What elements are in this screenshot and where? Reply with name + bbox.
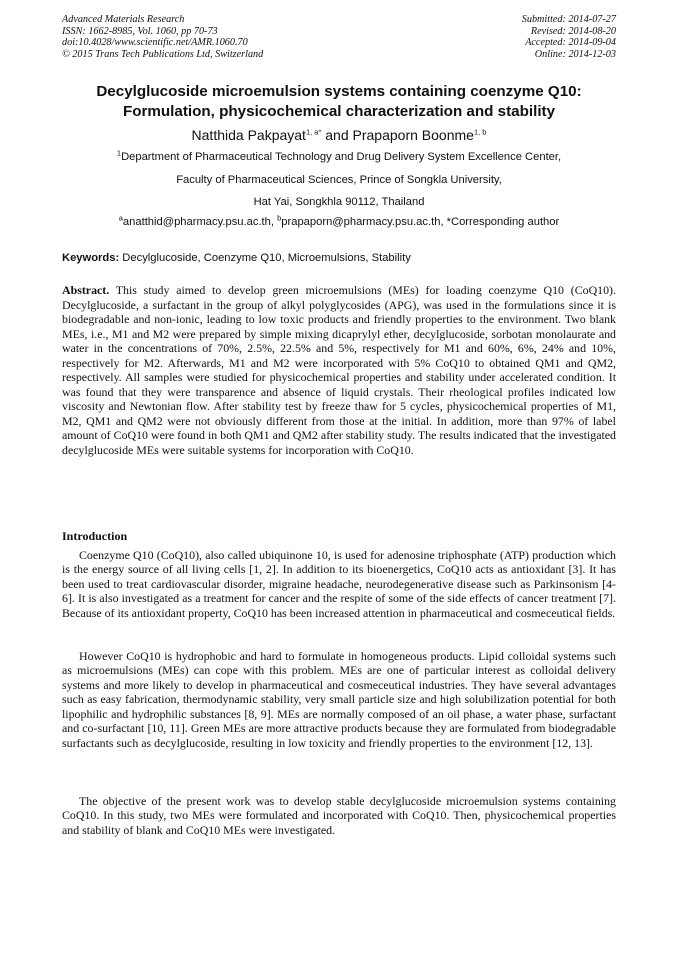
date-accepted: Accepted: 2014-09-04 (525, 37, 616, 49)
intro-paragraph-3: The objective of the present work was to develop stable decylglucoside microemulsion systems containing CoQ10. In this study, two MEs were formulated and incorporated with CoQ10. Then, physicochemical properties and stability of blank and CoQ10 MEs were investigated. (62, 794, 616, 837)
author-list (40, 126, 638, 144)
introduction-heading: Introduction (62, 529, 128, 543)
intro-paragraph-1: Coenzyme Q10 (CoQ10), also called ubiquinone 10, is used for adenosine triphosphate (ATP) production which is the energy source of all living cells [1, 2]. In addition to its bioenergetics, CoQ10 acts as antioxidant [3]. It has been used to treat cardiovascular disorder, migraine headache, neurodegenerative disease such as Parkinsonism [4-6]. It is also investigated as a treatment for cancer and the respite of some of the side effects of cancer treatment [7]. Because of its antioxidant property, CoQ10 has been increased attention in pharmaceutical and cosmeceutical fields. (62, 548, 616, 620)
date-online: Online: 2014-12-03 (534, 48, 616, 60)
email-a: anatthid@pharmacy.psu.ac.th, (122, 216, 278, 228)
journal-info (62, 14, 263, 60)
keywords (62, 251, 411, 265)
author-1: Natthida Pakpayat (191, 127, 306, 143)
author-2-marker: 1, b (473, 127, 487, 137)
affiliation-line-2: Faculty of Pharmaceutical Sciences, Prince of Songkla University, (176, 174, 502, 186)
submission-dates (522, 14, 616, 60)
abstract-label: Abstract. (62, 283, 110, 297)
date-submitted: Submitted: 2014-07-27 (521, 14, 616, 25)
paper-title (40, 82, 638, 122)
title-line-2: Formulation, physicochemical characterization and stability (122, 103, 556, 120)
journal-doi: doi:10.4028/www.scientific.net/AMR.1060.70 (62, 37, 248, 49)
affiliation-marker: 1 (116, 148, 122, 158)
email-b: prapaporn@pharmacy.psu.ac.th, *Corresponding author (281, 216, 560, 228)
affiliation-line-3: Hat Yai, Songkhla 90112, Thailand (253, 196, 425, 208)
author-1-marker: 1, a* (305, 127, 322, 137)
keywords-label: Keywords: (62, 252, 120, 264)
affiliation-department: Department of Pharmaceutical Technology and Drug Delivery System Excellence Center, (121, 151, 562, 163)
keywords-text: Decylglucoside, Coenzyme Q10, Microemulsions, Stability (119, 252, 411, 264)
email-a-marker: a (118, 213, 123, 223)
abstract-text: This study aimed to develop green microemulsions (MEs) for loading coenzyme Q10 (CoQ10). Decylglucoside, a surfactant in the group of alkyl polyglycosides (APG), was used in the formulations since it is biodegradable and non-ionic, leading to low toxic products and friendly properties to the environment. Two blank MEs, i.e., M1 and M2 were prepared by simple mixing dicaprylyl ether, decylglucoside, sorbotan monolaurate and water in the concentrations of 70%, 2.5%, 22.5% and 5%, respectively for M1 and 60%, 6%, 24% and 10%, respectively for M2. Afterwards, M1 and M2 were incorporated with 5% CoQ10 to obtained QM1 and QM2, respectively. All samples were studied for physicochemical properties and stability under accelerated condition. It was found that they were transparence and absence of liquid crystals. Their rheological profiles indicated low viscosity and Newtonian flow. After stability test by freeze thaw for 5 cycles, physicochemical properties of M1, M2, QM1 and QM2 were not obviously different from those at the initial. In addition, more than 97% of label amount of CoQ10 were found in both QM1 and QM2 after stability study. The results indicated that the investigated decylglucoside MEs were suitable systems for incorporation with CoQ10. (62, 283, 616, 457)
intro-paragraph-2: However CoQ10 is hydrophobic and hard to formulate in homogeneous products. Lipid colloidal systems such as microemulsions (MEs) can cope with this problem. MEs are one of particular interest as colloidal delivery systems and more likely to develop in pharmaceutical and cosmeceutical industries. They have several advantages such as easy fabrication, thermodynamic stability, very small particle size and high solubilization potential for both lipophilic and hydrophilic substances [8, 9]. MEs are normally composed of an oil phase, a water phase, surfactant and co-surfactant [10, 11]. Green MEs are more attractive products because they are formulated from biodegradable surfactants such as decylglucoside, resulting in low toxicity and friendly properties to the environment [12, 13]. (62, 649, 616, 750)
author-2: Prapaporn Boonme (352, 127, 474, 143)
journal-name: Advanced Materials Research (62, 14, 185, 25)
author-emails (40, 215, 638, 229)
journal-copyright: © 2015 Trans Tech Publications Ltd, Switzerland (62, 48, 264, 60)
journal-issn: ISSN: 1662-8985, Vol. 1060, pp 70-73 (62, 25, 218, 37)
affiliation-line-1 (40, 150, 638, 164)
email-b-marker: b (277, 213, 282, 223)
title-line-1: Decylglucoside microemulsion systems containing coenzyme Q10: (96, 83, 582, 100)
date-revised: Revised: 2014-08-20 (530, 25, 616, 37)
abstract (62, 283, 616, 457)
author-conjunction: and (321, 127, 353, 143)
